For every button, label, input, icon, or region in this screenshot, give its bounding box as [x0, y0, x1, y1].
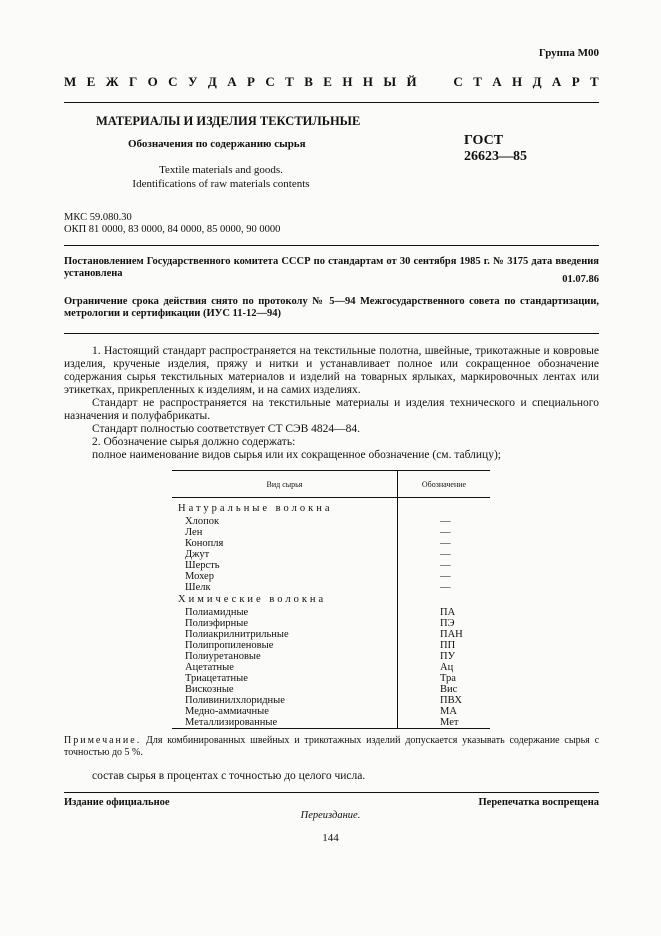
group-code: Группа М00: [538, 47, 599, 59]
material-code: ПВХ: [398, 695, 491, 706]
material-code: МА: [398, 706, 491, 717]
material-code: ПЭ: [398, 618, 491, 629]
official-edition: Издание официальное: [64, 797, 170, 808]
reissue-label: Переиздание.: [300, 810, 361, 821]
material-name: Триацетатные: [185, 673, 248, 684]
heading-letter: Н: [362, 74, 373, 89]
table-group-row: [172, 498, 490, 517]
group-code-cell: [398, 498, 491, 517]
table-row: [172, 706, 490, 717]
material-name: Шерсть: [185, 560, 220, 571]
group-code-cell: [398, 593, 491, 607]
title-en: [90, 163, 352, 191]
title-en-line1: Textile materials and goods.: [159, 164, 283, 176]
material-name: Полиакрилнитрильные: [185, 629, 289, 640]
material-name: Лен: [185, 527, 203, 538]
table-row: [172, 640, 490, 651]
decree-text: Постановлением Государственного комитета СССР по стандартам от 30 сентября 1985 г. № 3175 дата введения установлена: [64, 256, 599, 279]
material-name: Поливинилхлоридные: [185, 695, 285, 706]
heading-letter: М: [64, 74, 77, 89]
raw-materials-table: [172, 470, 490, 729]
heading-letter: Е: [323, 74, 332, 89]
material-code: Тра: [398, 673, 491, 684]
limit-text: Ограничение срока действия снято по протоколу № 5—94 Межгосударственного совета по стандартизации, метрологии и сертификации (ИУС 11-12—94): [64, 296, 599, 319]
paragraph-5: полное наименование видов сырья или их сокращенное обозначение (см. таблицу);: [92, 449, 501, 461]
heading-letter: С: [265, 74, 275, 89]
standard-heading: [64, 74, 599, 90]
body-section: [64, 345, 599, 462]
heading-letter: Н: [512, 74, 523, 89]
material-code: —: [398, 549, 491, 560]
heading-letter: О: [147, 74, 158, 89]
header-rule: [64, 102, 599, 103]
material-code: —: [398, 571, 491, 582]
note-text: Для комбинированных швейных и трикотажных изделий допускается указывать содержание сырья с точностью до 5 %.: [64, 735, 600, 758]
heading-letter: Ы: [383, 74, 397, 89]
material-name: Полиэфирные: [185, 618, 249, 629]
table-row: [172, 651, 490, 662]
gost-label: ГОСТ: [464, 133, 504, 148]
material-code: —: [398, 538, 491, 549]
material-code: —: [398, 560, 491, 571]
heading-letter: С: [453, 74, 463, 89]
heading-letter: Д: [207, 74, 217, 89]
table-row: [172, 571, 490, 582]
paragraph-3: Стандарт полностью соответствует СТ СЭВ 4824—84.: [92, 423, 361, 435]
material-code: Ац: [398, 662, 491, 673]
classification-codes: [64, 212, 280, 236]
heading-letter: Д: [532, 74, 542, 89]
material-code: Вис: [398, 684, 491, 695]
heading-letter: Т: [590, 74, 599, 89]
title-ru-main: МАТЕРИАЛЫ И ИЗДЕЛИЯ ТЕКСТИЛЬНЫЕ: [96, 114, 361, 128]
group-label: Химические волокна: [178, 594, 327, 605]
reprint-prohibited: Перепечатка воспрещена: [478, 797, 599, 808]
material-name: Конопля: [185, 538, 224, 549]
page-number: 144: [322, 832, 339, 844]
table-row: [172, 549, 490, 560]
note-label: Примечание.: [64, 735, 142, 746]
heading-letter: А: [551, 74, 562, 89]
table-row: [172, 582, 490, 593]
material-name: Вискозные: [185, 684, 234, 695]
material-code: —: [398, 516, 491, 527]
material-name: Полиамидные: [185, 607, 249, 618]
material-name: Хлопок: [185, 516, 220, 527]
material-code: ПАН: [398, 629, 491, 640]
material-code: Мет: [398, 717, 491, 729]
table-row: [172, 516, 490, 527]
table-row: [172, 607, 490, 618]
table-header-row: [172, 471, 490, 498]
note: [64, 735, 599, 759]
heading-letter: Й: [406, 74, 417, 89]
group-label: Натуральные волокна: [178, 503, 333, 514]
col-header-code: Обозначение: [398, 471, 491, 498]
table-row: [172, 618, 490, 629]
paragraph-4: 2. Обозначение сырья должно содержать:: [92, 436, 296, 448]
table-row: [172, 673, 490, 684]
footer-rule: [64, 792, 599, 793]
material-name: Медно-аммиачные: [185, 706, 269, 717]
heading-letter: А: [492, 74, 502, 89]
okp-code: ОКП 81 0000, 83 0000, 84 0000, 85 0000, 90 0000: [64, 224, 281, 235]
material-name: Полипропиленовые: [185, 640, 274, 651]
heading-letter: Р: [247, 74, 255, 89]
heading-letter: У: [187, 74, 198, 89]
heading-letter: Т: [473, 74, 482, 89]
material-code: ПУ: [398, 651, 491, 662]
material-name: Металлизированные: [172, 717, 398, 729]
heading-letter: А: [227, 74, 237, 89]
material-code: ПА: [398, 607, 491, 618]
heading-letter: Е: [86, 74, 96, 89]
table-row: [172, 717, 490, 729]
table-group-row: [172, 593, 490, 607]
heading-letter: В: [304, 74, 313, 89]
mks-code: МКС 59.080.30: [64, 212, 132, 223]
heading-letter: Н: [342, 74, 353, 89]
heading-letter: Г: [128, 74, 138, 89]
table-row: [172, 527, 490, 538]
title-ru-sub: Обозначения по содержанию сырья: [128, 138, 306, 150]
title-en-line2: Identifications of raw materials contents: [132, 178, 310, 190]
col-header-material: Вид сырья: [172, 471, 398, 498]
decree-date: 01.07.86: [562, 274, 599, 285]
material-name: Джут: [185, 549, 210, 560]
gost-code: 26623—85: [464, 149, 527, 164]
material-name: Шелк: [185, 582, 211, 593]
table-row: [172, 629, 490, 640]
paragraph-2: Стандарт не распространяется на текстильные материалы и изделия технического и специального назначения и полуфабрикаты.: [64, 397, 599, 422]
material-name: Мохер: [185, 571, 214, 582]
table-row: [172, 538, 490, 549]
gost-number: [464, 133, 527, 165]
table-row: [172, 695, 490, 706]
material-name: Полиуретановые: [185, 651, 261, 662]
material-code: ПП: [398, 640, 491, 651]
table-row: [172, 560, 490, 571]
material-code: —: [398, 527, 491, 538]
intro-rule: [64, 333, 599, 334]
codes-rule: [64, 245, 599, 246]
heading-letter: Р: [571, 74, 580, 89]
material-name: Ацетатные: [185, 662, 234, 673]
table-row: [172, 662, 490, 673]
heading-letter: Т: [285, 74, 294, 89]
material-code: —: [398, 582, 491, 593]
paragraph-1: 1. Настоящий стандарт распространяется на текстильные полотна, швейные, трикотажные и ковровые изделия, крученые изделия, пряжу и нитки и устанавливает полное или сокращенное обозначение содержания сырья текстильных материалов и изделий на товарных ярлыках, маркировочных лентах или этикетках, прикрепленных к изделиям, и на самих изделиях.: [64, 345, 599, 396]
composition-text: состав сырья в процентах с точностью до целого числа.: [92, 770, 366, 782]
table-row: [172, 684, 490, 695]
heading-letter: С: [168, 74, 178, 89]
heading-letter: Ж: [105, 74, 119, 89]
